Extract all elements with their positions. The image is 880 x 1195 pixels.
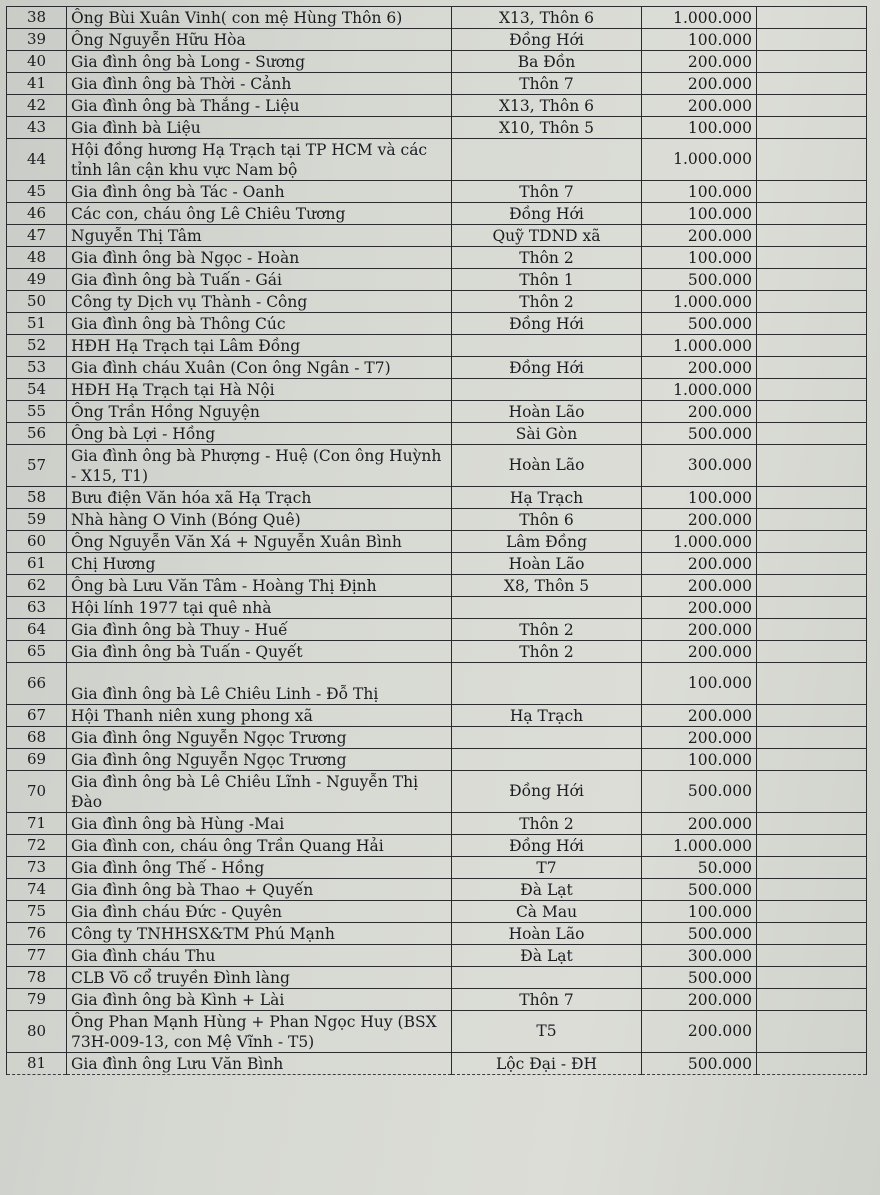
donation-amount: 100.000	[642, 663, 757, 705]
donation-amount: 500.000	[642, 879, 757, 901]
donor-name: Gia đình cháu Đức - Quyên	[67, 901, 452, 923]
donation-amount: 500.000	[642, 313, 757, 335]
note-cell	[757, 813, 867, 835]
donor-place: T5	[452, 1011, 642, 1053]
donation-amount: 100.000	[642, 487, 757, 509]
row-number: 47	[7, 225, 67, 247]
note-cell	[757, 597, 867, 619]
donation-amount: 200.000	[642, 553, 757, 575]
table-row	[7, 879, 867, 901]
row-number: 45	[7, 181, 67, 203]
note-cell	[757, 901, 867, 923]
table-row	[7, 487, 867, 509]
row-number: 58	[7, 487, 67, 509]
donor-name: HĐH Hạ Trạch tại Lâm Đồng	[67, 335, 452, 357]
donor-name: Ông bà Lưu Văn Tâm - Hoàng Thị Định	[67, 575, 452, 597]
donation-amount: 1.000.000	[642, 139, 757, 181]
donation-amount: 100.000	[642, 29, 757, 51]
table-row	[7, 1011, 867, 1053]
row-number: 68	[7, 727, 67, 749]
table-row	[7, 509, 867, 531]
table-row	[7, 269, 867, 291]
table-row	[7, 117, 867, 139]
donor-place: X10, Thôn 5	[452, 117, 642, 139]
table-row	[7, 813, 867, 835]
row-number: 80	[7, 1011, 67, 1053]
donor-place: Đồng Hới	[452, 203, 642, 225]
donor-name: Gia đình ông bà Lê Chiêu Lĩnh - Nguyễn Thị Đào	[67, 771, 452, 813]
donation-amount: 500.000	[642, 423, 757, 445]
donor-place: Đà Lạt	[452, 945, 642, 967]
donor-name: Ông bà Lợi - Hồng	[67, 423, 452, 445]
donor-name: Gia đình ông bà Thắng - Liệu	[67, 95, 452, 117]
row-number: 73	[7, 857, 67, 879]
donation-amount: 500.000	[642, 269, 757, 291]
note-cell	[757, 487, 867, 509]
donor-place: Thôn 2	[452, 813, 642, 835]
donor-place: Thôn 2	[452, 619, 642, 641]
note-cell	[757, 879, 867, 901]
row-number: 42	[7, 95, 67, 117]
note-cell	[757, 923, 867, 945]
donor-name: Gia đình ông Nguyễn Ngọc Trương	[67, 727, 452, 749]
table-row	[7, 357, 867, 379]
donation-amount: 500.000	[642, 923, 757, 945]
donation-amount: 200.000	[642, 95, 757, 117]
row-number: 46	[7, 203, 67, 225]
row-number: 49	[7, 269, 67, 291]
donation-amount: 50.000	[642, 857, 757, 879]
donor-place: Hoàn Lão	[452, 445, 642, 487]
table-row	[7, 945, 867, 967]
row-number: 60	[7, 531, 67, 553]
donation-amount: 200.000	[642, 225, 757, 247]
donor-name: Gia đình ông Nguyễn Ngọc Trương	[67, 749, 452, 771]
note-cell	[757, 379, 867, 401]
note-cell	[757, 139, 867, 181]
note-cell	[757, 73, 867, 95]
note-cell	[757, 531, 867, 553]
row-number: 48	[7, 247, 67, 269]
donation-amount: 1.000.000	[642, 531, 757, 553]
donor-name: Gia đình ông bà Phượng - Huệ (Con ông Huỳnh - X15, T1)	[67, 445, 452, 487]
donation-amount: 200.000	[642, 989, 757, 1011]
donor-name: Gia đình ông bà Tác - Oanh	[67, 181, 452, 203]
table-row	[7, 95, 867, 117]
donor-name: Gia đình cháu Thu	[67, 945, 452, 967]
donor-name: Công ty Dịch vụ Thành - Công	[67, 291, 452, 313]
donor-name: Gia đình ông Thế - Hồng	[67, 857, 452, 879]
table-row	[7, 29, 867, 51]
donor-name: Công ty TNHHSX&TM Phú Mạnh	[67, 923, 452, 945]
donation-amount: 500.000	[642, 967, 757, 989]
donor-place: Đồng Hới	[452, 771, 642, 813]
row-number: 57	[7, 445, 67, 487]
donor-name: CLB Võ cổ truyền Đình làng	[67, 967, 452, 989]
row-number: 52	[7, 335, 67, 357]
note-cell	[757, 423, 867, 445]
row-number: 63	[7, 597, 67, 619]
note-cell	[757, 95, 867, 117]
table-row	[7, 857, 867, 879]
row-number: 40	[7, 51, 67, 73]
note-cell	[757, 269, 867, 291]
table-row	[7, 379, 867, 401]
note-cell	[757, 291, 867, 313]
donor-place: Cà Mau	[452, 901, 642, 923]
table-row	[7, 181, 867, 203]
table-row	[7, 423, 867, 445]
row-number: 75	[7, 901, 67, 923]
donation-amount: 500.000	[642, 1053, 757, 1075]
donor-place: Lâm Đồng	[452, 531, 642, 553]
note-cell	[757, 313, 867, 335]
row-number: 44	[7, 139, 67, 181]
note-cell	[757, 51, 867, 73]
donor-name: Gia đình ông bà Ngọc - Hoàn	[67, 247, 452, 269]
row-number: 62	[7, 575, 67, 597]
donor-place: Sài Gòn	[452, 423, 642, 445]
donor-name: Ông Bùi Xuân Vinh( con mệ Hùng Thôn 6)	[67, 7, 452, 29]
donation-amount: 300.000	[642, 445, 757, 487]
note-cell	[757, 225, 867, 247]
donor-place: Ba Đồn	[452, 51, 642, 73]
donation-amount: 200.000	[642, 641, 757, 663]
donor-place: Đồng Hới	[452, 313, 642, 335]
note-cell	[757, 7, 867, 29]
donor-place: Hạ Trạch	[452, 487, 642, 509]
note-cell	[757, 1053, 867, 1075]
donor-place	[452, 967, 642, 989]
note-cell	[757, 357, 867, 379]
note-cell	[757, 619, 867, 641]
row-number: 81	[7, 1053, 67, 1075]
donor-place: Thôn 7	[452, 181, 642, 203]
donation-amount: 200.000	[642, 73, 757, 95]
donor-place: Quỹ TDND xã	[452, 225, 642, 247]
table-row	[7, 291, 867, 313]
donation-amount: 200.000	[642, 597, 757, 619]
note-cell	[757, 203, 867, 225]
donor-place	[452, 727, 642, 749]
donation-amount: 100.000	[642, 181, 757, 203]
table-row	[7, 203, 867, 225]
note-cell	[757, 749, 867, 771]
row-number: 53	[7, 357, 67, 379]
table-row	[7, 73, 867, 95]
table-row	[7, 7, 867, 29]
donation-amount: 100.000	[642, 247, 757, 269]
row-number: 79	[7, 989, 67, 1011]
row-number: 65	[7, 641, 67, 663]
donor-name: Gia đình ông bà Thông Cúc	[67, 313, 452, 335]
donor-name: Chị Hương	[67, 553, 452, 575]
note-cell	[757, 29, 867, 51]
note-cell	[757, 1011, 867, 1053]
table-row	[7, 445, 867, 487]
donor-place	[452, 379, 642, 401]
row-number: 78	[7, 967, 67, 989]
table-row	[7, 335, 867, 357]
donor-place	[452, 663, 642, 705]
note-cell	[757, 967, 867, 989]
row-number: 38	[7, 7, 67, 29]
note-cell	[757, 705, 867, 727]
note-cell	[757, 641, 867, 663]
donor-name: Ông Phan Mạnh Hùng + Phan Ngọc Huy (BSX 73H-009-13, con Mệ Vĩnh - T5)	[67, 1011, 452, 1053]
row-number: 64	[7, 619, 67, 641]
donor-place: Hoàn Lão	[452, 553, 642, 575]
row-number: 39	[7, 29, 67, 51]
donor-name: Gia đình con, cháu ông Trần Quang Hải	[67, 835, 452, 857]
donation-amount: 100.000	[642, 749, 757, 771]
donor-name: Hội lính 1977 tại quê nhà	[67, 597, 452, 619]
table-row	[7, 531, 867, 553]
table-row	[7, 575, 867, 597]
row-number: 55	[7, 401, 67, 423]
note-cell	[757, 989, 867, 1011]
table-row	[7, 923, 867, 945]
donor-place	[452, 139, 642, 181]
donor-name: Ông Nguyễn Văn Xá + Nguyễn Xuân Bình	[67, 531, 452, 553]
note-cell	[757, 401, 867, 423]
donor-name: Gia đình ông bà Long - Sương	[67, 51, 452, 73]
row-number: 61	[7, 553, 67, 575]
note-cell	[757, 575, 867, 597]
row-number: 77	[7, 945, 67, 967]
table-row	[7, 901, 867, 923]
donor-place	[452, 597, 642, 619]
donor-place: Đồng Hới	[452, 29, 642, 51]
table-row	[7, 705, 867, 727]
row-number: 67	[7, 705, 67, 727]
note-cell	[757, 771, 867, 813]
donor-name: Gia đình ông bà Kình + Lài	[67, 989, 452, 1011]
row-number: 56	[7, 423, 67, 445]
donor-name: Gia đình ông bà Thời - Cảnh	[67, 73, 452, 95]
note-cell	[757, 509, 867, 531]
table-row	[7, 749, 867, 771]
row-number: 76	[7, 923, 67, 945]
donation-amount: 200.000	[642, 1011, 757, 1053]
table-row	[7, 1053, 867, 1075]
table-row	[7, 967, 867, 989]
donation-amount: 1.000.000	[642, 379, 757, 401]
donor-place: T7	[452, 857, 642, 879]
donation-amount: 1.000.000	[642, 335, 757, 357]
table-row	[7, 727, 867, 749]
row-number: 41	[7, 73, 67, 95]
donation-amount: 100.000	[642, 901, 757, 923]
row-number: 70	[7, 771, 67, 813]
donation-amount: 200.000	[642, 727, 757, 749]
table-row	[7, 619, 867, 641]
donor-place	[452, 335, 642, 357]
table-row	[7, 51, 867, 73]
donation-table-body	[7, 7, 867, 1075]
donation-amount: 200.000	[642, 357, 757, 379]
donor-place: Thôn 7	[452, 73, 642, 95]
row-number: 71	[7, 813, 67, 835]
donor-name: HĐH Hạ Trạch tại Hà Nội	[67, 379, 452, 401]
table-row	[7, 835, 867, 857]
donor-place: Thôn 7	[452, 989, 642, 1011]
donation-amount: 200.000	[642, 51, 757, 73]
donor-place: Thôn 1	[452, 269, 642, 291]
note-cell	[757, 857, 867, 879]
donor-name: Nguyễn Thị Tâm	[67, 225, 452, 247]
donor-place: X13, Thôn 6	[452, 7, 642, 29]
note-cell	[757, 945, 867, 967]
table-row	[7, 771, 867, 813]
donor-place: Đồng Hới	[452, 835, 642, 857]
donor-name: Bưu điện Văn hóa xã Hạ Trạch	[67, 487, 452, 509]
note-cell	[757, 663, 867, 705]
donation-amount: 200.000	[642, 509, 757, 531]
table-row	[7, 663, 867, 705]
donation-amount: 200.000	[642, 619, 757, 641]
donor-place: X13, Thôn 6	[452, 95, 642, 117]
donor-place: X8, Thôn 5	[452, 575, 642, 597]
donation-amount: 200.000	[642, 575, 757, 597]
donor-place: Đà Lạt	[452, 879, 642, 901]
table-row	[7, 247, 867, 269]
donation-amount: 500.000	[642, 771, 757, 813]
donor-place: Lộc Đại - ĐH	[452, 1053, 642, 1075]
donation-amount: 1.000.000	[642, 835, 757, 857]
donor-name: Gia đình cháu Xuân (Con ông Ngân - T7)	[67, 357, 452, 379]
row-number: 66	[7, 663, 67, 705]
note-cell	[757, 247, 867, 269]
donor-name: Gia đình ông bà Tuấn - Gái	[67, 269, 452, 291]
donation-amount: 200.000	[642, 813, 757, 835]
donor-name: Gia đình ông bà Thuy - Huế	[67, 619, 452, 641]
donor-place: Thôn 2	[452, 291, 642, 313]
row-number: 54	[7, 379, 67, 401]
donor-name: Hội Thanh niên xung phong xã	[67, 705, 452, 727]
row-number: 74	[7, 879, 67, 901]
donor-place: Thôn 2	[452, 247, 642, 269]
donor-place: Hoàn Lão	[452, 401, 642, 423]
donor-name: Hội đồng hương Hạ Trạch tại TP HCM và các tỉnh lân cận khu vực Nam bộ	[67, 139, 452, 181]
donation-table	[6, 6, 867, 1075]
note-cell	[757, 181, 867, 203]
note-cell	[757, 117, 867, 139]
table-row	[7, 553, 867, 575]
row-number: 69	[7, 749, 67, 771]
row-number: 51	[7, 313, 67, 335]
donor-name: Gia đình ông bà Hùng -Mai	[67, 813, 452, 835]
donor-place	[452, 749, 642, 771]
donor-place: Thôn 6	[452, 509, 642, 531]
donation-amount: 100.000	[642, 203, 757, 225]
note-cell	[757, 835, 867, 857]
note-cell	[757, 335, 867, 357]
donation-amount: 200.000	[642, 705, 757, 727]
donor-name: Nhà hàng O Vinh (Bóng Quê)	[67, 509, 452, 531]
donor-place: Đồng Hới	[452, 357, 642, 379]
table-row	[7, 597, 867, 619]
donation-amount: 1.000.000	[642, 7, 757, 29]
donor-name: Gia đình ông bà Tuấn - Quyết	[67, 641, 452, 663]
donation-amount: 300.000	[642, 945, 757, 967]
donor-name: Các con, cháu ông Lê Chiêu Tương	[67, 203, 452, 225]
table-row	[7, 313, 867, 335]
donor-place: Hoàn Lão	[452, 923, 642, 945]
row-number: 43	[7, 117, 67, 139]
donor-name: Gia đình ông bà Thao + Quyến	[67, 879, 452, 901]
table-row	[7, 641, 867, 663]
note-cell	[757, 727, 867, 749]
donor-name: Gia đình ông Lưu Văn Bình	[67, 1053, 452, 1075]
donation-amount: 1.000.000	[642, 291, 757, 313]
donor-place: Thôn 2	[452, 641, 642, 663]
table-row	[7, 989, 867, 1011]
table-row	[7, 225, 867, 247]
note-cell	[757, 553, 867, 575]
row-number: 72	[7, 835, 67, 857]
table-row	[7, 401, 867, 423]
row-number: 59	[7, 509, 67, 531]
donor-name: Ông Trần Hồng Nguyện	[67, 401, 452, 423]
donor-name: Gia đình ông bà Lê Chiêu Linh - Đỗ Thị	[67, 663, 452, 705]
donation-amount: 200.000	[642, 401, 757, 423]
donor-name: Gia đình bà Liệu	[67, 117, 452, 139]
note-cell	[757, 445, 867, 487]
donor-place: Hạ Trạch	[452, 705, 642, 727]
row-number: 50	[7, 291, 67, 313]
donor-name: Ông Nguyễn Hữu Hòa	[67, 29, 452, 51]
table-row	[7, 139, 867, 181]
donation-amount: 100.000	[642, 117, 757, 139]
